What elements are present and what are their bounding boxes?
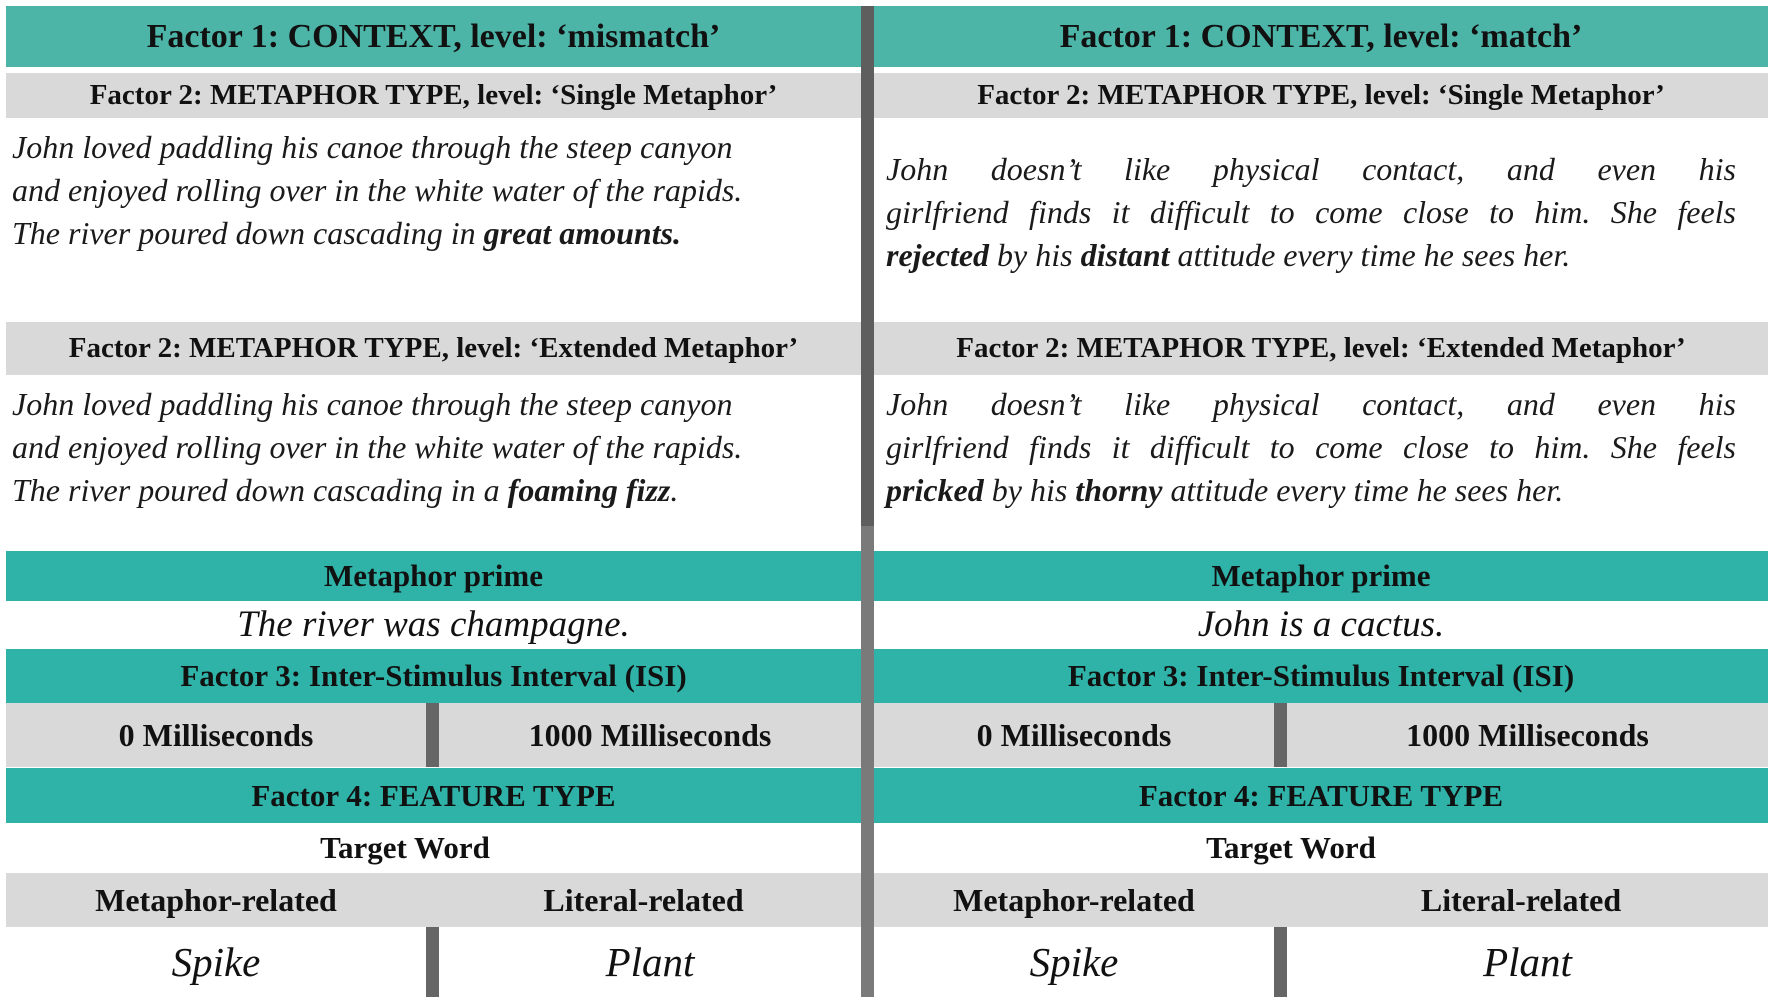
extended-metaphor-passage — [12, 383, 861, 512]
panel-divider-lower — [861, 526, 874, 997]
metaphor-prime-text: John is a cactus. — [1197, 604, 1445, 645]
passage-line: pricked by his thorny attitude every time he sees her. — [886, 472, 1564, 508]
factor1-header-mismatch: Factor 1: CONTEXT, level: ‘mismatch’ — [6, 6, 861, 67]
factor3-header: Factor 3: Inter-Stimulus Interval (ISI) — [874, 649, 1768, 703]
metaphor-prime-header: Metaphor prime — [6, 551, 861, 601]
passage-line: The river poured down cascading in a foaming fizz. — [12, 472, 679, 508]
isi-0ms: 0 Milliseconds — [118, 716, 314, 753]
word-separator — [1274, 927, 1287, 997]
single-metaphor-header: Factor 2: METAPHOR TYPE, level: ‘Single Metaphor’ — [6, 73, 861, 118]
isi-levels — [6, 703, 861, 767]
word-separator — [426, 927, 439, 997]
feature-type-levels — [874, 873, 1768, 927]
literal-related-word: Plant — [1483, 939, 1572, 985]
match-panel — [874, 6, 1768, 997]
mismatch-panel — [6, 6, 861, 997]
passage-line: girlfriend finds it difficult to come close to him. She feels — [886, 194, 1736, 230]
passage-line: rejected by his distant attitude every time he sees her. — [886, 237, 1571, 273]
isi-separator — [426, 703, 439, 767]
literal-related-word: Plant — [605, 939, 695, 985]
metaphor-related-word: Spike — [1029, 939, 1119, 985]
isi-1000ms: 1000 Milliseconds — [528, 716, 772, 753]
metaphor-prime-text: The river was champagne. — [237, 604, 630, 645]
passage-line: John loved paddling his canoe through the steep canyon — [12, 386, 733, 422]
metaphor-prime-header: Metaphor prime — [874, 551, 1768, 601]
isi-separator — [1274, 703, 1287, 767]
metaphor-related-label: Metaphor-related — [953, 881, 1195, 918]
target-words — [874, 927, 1768, 997]
feature-type-levels — [6, 873, 861, 927]
target-word-label: Target Word — [320, 830, 490, 865]
panel-divider — [861, 6, 874, 997]
isi-levels — [874, 703, 1768, 767]
literal-related-label: Literal-related — [1420, 881, 1622, 918]
extended-metaphor-passage — [886, 383, 1736, 512]
passage-line: girlfriend finds it difficult to come close to him. She feels — [886, 429, 1736, 465]
passage-line: and enjoyed rolling over in the white water of the rapids. — [12, 429, 743, 465]
target-word-label: Target Word — [1206, 830, 1376, 865]
single-metaphor-header: Factor 2: METAPHOR TYPE, level: ‘Single Metaphor’ — [874, 73, 1768, 118]
single-metaphor-passage — [12, 126, 861, 255]
metaphor-word: thorny — [1075, 472, 1163, 508]
factor1-header-match: Factor 1: CONTEXT, level: ‘match’ — [874, 6, 1768, 67]
passage-line: John doesn’t like physical contact, and even his — [886, 386, 1736, 422]
passage-line: and enjoyed rolling over in the white water of the rapids. — [12, 172, 743, 208]
metaphor-related-word: Spike — [171, 939, 261, 985]
passage-line: John doesn’t like physical contact, and even his — [886, 151, 1736, 187]
factor3-header: Factor 3: Inter-Stimulus Interval (ISI) — [6, 649, 861, 703]
single-metaphor-passage — [886, 148, 1736, 277]
literal-related-label: Literal-related — [543, 881, 744, 918]
extended-metaphor-header: Factor 2: METAPHOR TYPE, level: ‘Extended Metaphor’ — [874, 322, 1768, 375]
metaphor-phrase: great amounts. — [483, 215, 682, 251]
metaphor-related-label: Metaphor-related — [95, 881, 337, 918]
passage-line: John loved paddling his canoe through the steep canyon — [12, 129, 733, 165]
factor4-header: Factor 4: FEATURE TYPE — [6, 768, 861, 823]
metaphor-word: distant — [1080, 237, 1170, 273]
factor4-header: Factor 4: FEATURE TYPE — [874, 768, 1768, 823]
isi-0ms: 0 Milliseconds — [976, 716, 1172, 753]
metaphor-phrase: foaming fizz — [507, 472, 671, 508]
metaphor-word: pricked — [886, 472, 984, 508]
metaphor-word: rejected — [886, 237, 990, 273]
isi-1000ms: 1000 Milliseconds — [1406, 716, 1649, 753]
target-words — [6, 927, 861, 997]
extended-metaphor-header: Factor 2: METAPHOR TYPE, level: ‘Extended Metaphor’ — [6, 322, 861, 375]
passage-line: The river poured down cascading in great amounts. — [12, 215, 682, 251]
